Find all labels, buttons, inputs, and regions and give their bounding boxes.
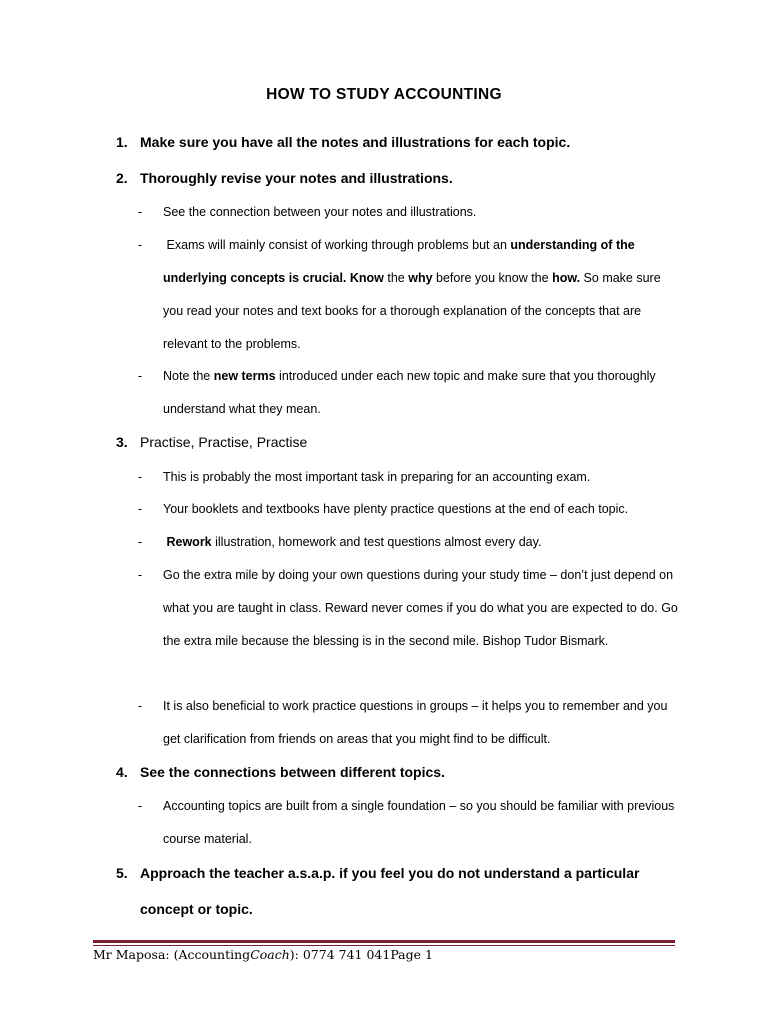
bullet-text: Your booklets and textbooks have plenty practice questions at the end of each topic. [163,502,629,516]
footer-page-number: Page 1 [390,947,433,962]
bullet-dash: - [138,535,143,549]
bullet-text: Rework illustration, homework and test questions almost every day. [166,535,542,549]
bullet-item [138,559,678,658]
bullet-item [138,526,678,559]
bullet-text: See the connection between your notes and illustrations. [163,205,477,219]
point-text: Approach the teacher a.s.a.p. if you feel you do not understand a particular concept or topic. [140,865,640,917]
bullet-dash: - [138,502,143,516]
bullet-dash: - [138,238,143,252]
bullet-item [138,196,678,229]
bullet-item [138,493,678,526]
point-text: Thoroughly revise your notes and illustrations. [140,170,453,186]
bullet-dash: - [138,470,143,484]
footer-author: Mr Maposa: (Accounting [93,947,251,962]
numbered-point-5 [116,855,676,927]
footer-phone: ): 0774 741 041 [289,947,391,962]
page-title: HOW TO STUDY ACCOUNTING [266,86,502,103]
point-number: 3. [116,434,128,450]
bullet-text: Note the new terms introduced under each new topic and make sure that you thoroughly understand what they mean. [163,369,656,416]
footer-rule-thin [93,945,675,946]
numbered-point-4 [116,754,676,790]
bullet-item [138,229,678,361]
numbered-point-1 [116,124,676,160]
bullet-dash: - [138,568,143,582]
point-number: 1. [116,134,128,150]
bullet-item [138,790,678,856]
bullet-text: Accounting topics are built from a single foundation – so you should be familiar with previous course material. [163,799,675,846]
bullet-dash: - [138,799,143,813]
footer-rule-thick [93,940,675,943]
point-number: 5. [116,865,128,881]
point-text: Make sure you have all the notes and illustrations for each topic. [140,134,571,150]
bullet-text: Exams will mainly consist of working through problems but an understanding of the underlying concepts is crucial. Know the why before you know the how. So make sure you read your notes and text books for a thorough explanation of the concepts that are relevant to the problems. [163,238,661,351]
bullet-dash: - [138,369,143,383]
bullet-text: It is also beneficial to work practice questions in groups – it helps you to remember and you get clarification from friends on areas that you might find to be difficult. [163,699,668,746]
point-number: 2. [116,170,128,186]
footer-coach: Coach [250,947,290,962]
bullet-dash: - [138,205,143,219]
page-footer [93,947,433,962]
numbered-point-2 [116,160,676,196]
bullet-item [138,360,678,426]
bullet-text: This is probably the most important task in preparing for an accounting exam. [163,470,591,484]
bullet-item [138,690,678,756]
bullet-dash: - [138,699,143,713]
numbered-point-3 [116,424,676,460]
bullet-text: Go the extra mile by doing your own questions during your study time – don’t just depend on what you are taught in class. Reward never comes if you do what you are expected to do. Go the extra mile because the blessing is in the second mile. Bishop Tudor Bismark. [163,568,678,648]
point-number: 4. [116,764,128,780]
point-text: Practise, Practise, Practise [140,434,308,450]
bullet-item [138,461,678,494]
point-text: See the connections between different topics. [140,764,445,780]
